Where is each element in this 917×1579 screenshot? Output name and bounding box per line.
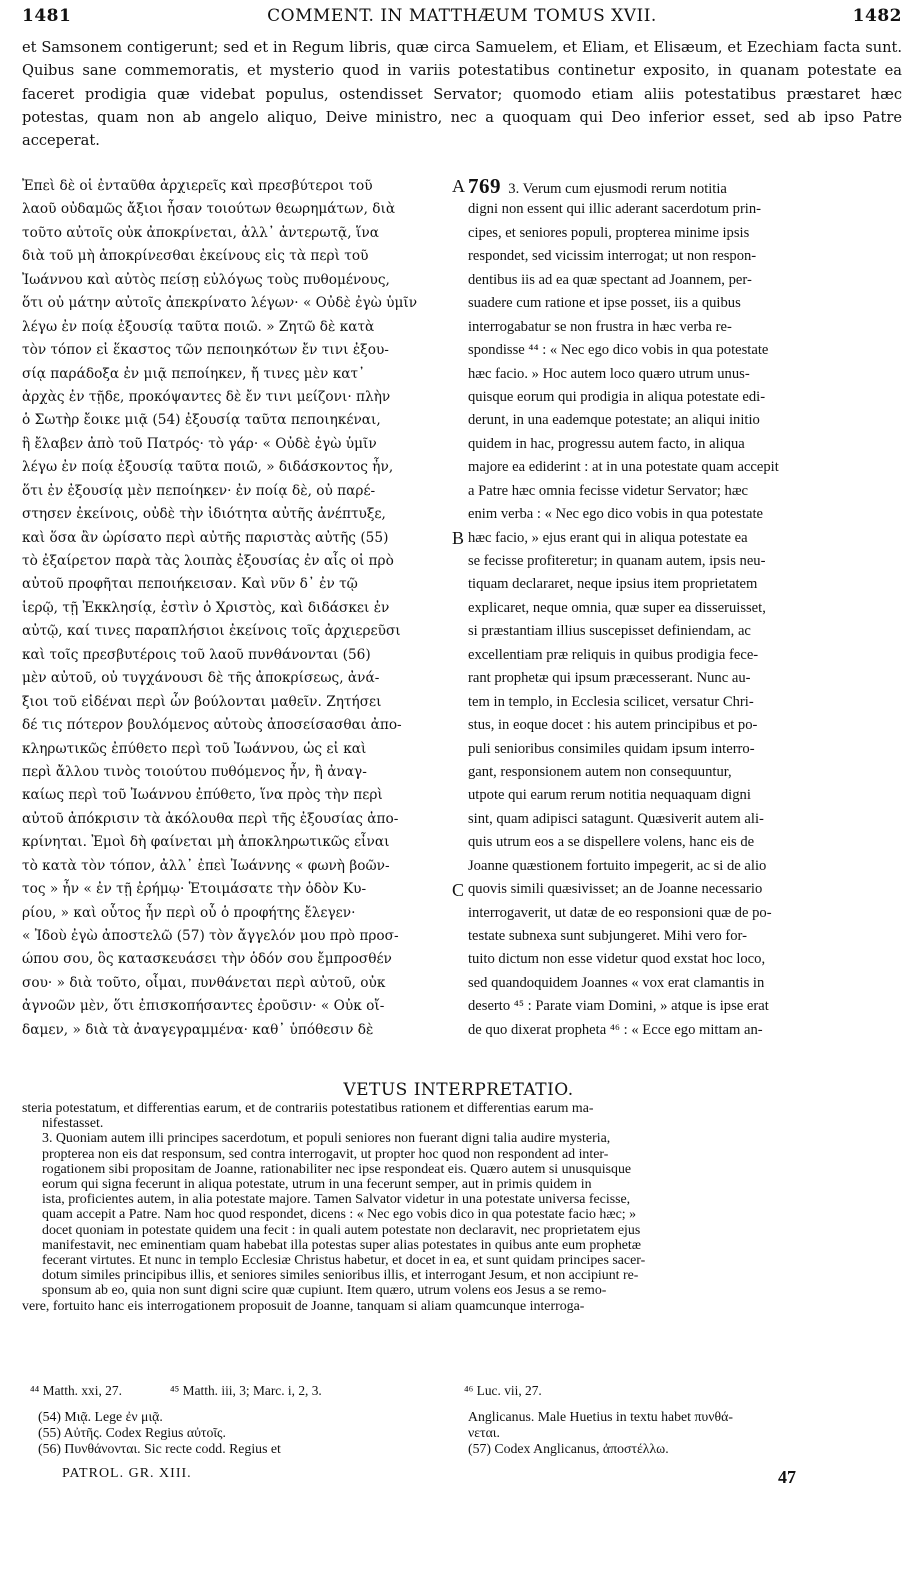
greek-line-line: κρίνηται. Ἐμοὶ δὴ φαίνεται μὴ ἀποκληρωτικῶς εἶναι xyxy=(22,834,390,851)
right-column-number: 1482 xyxy=(852,6,902,26)
latin-line-line: dentibus iis ad ea quæ spectant ad Joannem, per- xyxy=(468,271,752,288)
footnotes-right-line: (57) Codex Anglicanus, ἀποστέλλω. xyxy=(468,1441,669,1456)
greek-line-line: ξιοι τοῦ εἰδέναι περὶ ὧν βούλονται μαθεῖν. Ζητήσει xyxy=(22,693,382,710)
greek-line-line: ἣ ἔλαβεν ἀπὸ τοῦ Πατρός· τὸ γάρ· « Οὐδὲ ἐγὼ ὑμῖν xyxy=(22,435,377,452)
greek-line-line: τοῦτο αὐτοῖς οὐκ ἀποκρίνεται, ἀλλ᾽ ἀντερωτᾷ, ἵνα xyxy=(22,224,379,241)
latin-line-line: deserto ⁴⁵ : Parate viam Domini, » atque is ipse erat xyxy=(468,998,769,1015)
latin-line-line: excellentiam præ reliquis in quibus prodigia fece- xyxy=(468,646,759,663)
greek-line-line: ώπου σου, ὃς κατασκευάσει τὴν ὁδόν σου ἔμπροσθέν xyxy=(22,951,392,968)
left-column-number: 1481 xyxy=(22,6,72,26)
latin-line-line: testate subnexa sunt subjungeret. Mihi vero for- xyxy=(468,928,747,944)
greek-line-line: τὸ ἐξαίρετον παρὰ τὰς λοιπὰς ἐξουσίας ἐν αἷς οἱ πρὸ xyxy=(22,553,394,569)
greek-line-line: περὶ ἄλλου τινὸς τοιούτου πυθόμενος ἦν, ἢ ἀναγ- xyxy=(22,763,367,780)
footnotes-right-line: νεται. xyxy=(468,1425,500,1440)
latin-line xyxy=(468,175,900,198)
vetus-line-line: manifestavit, nec eminentiam quam habebat illa potestas super alias potestates in quibus ante eum prophetæ xyxy=(42,1237,642,1253)
greek-line-line: τὸ κατὰ τὸν τόπον, ἀλλ᾽ ἐπεὶ Ἰωάννης « φωνὴ βοῶν- xyxy=(22,857,390,874)
latin-line-line: utpote qui earum rerum notitia nequaquam digni xyxy=(468,787,751,804)
page-number: 47 xyxy=(778,1467,796,1487)
latin-line-line: tuito dictum non esse videtur quod exstat hoc loco, xyxy=(468,951,766,968)
latin-line-line: tem in templo, in Ecclesia scilicet, versatur Chri- xyxy=(468,693,754,710)
latin-line-line: puli senioribus consimiles quidam ipsum interro- xyxy=(468,740,755,757)
latin-line-line: hæc facio. » Hoc autem loco quæro utrum unus- xyxy=(468,365,750,382)
vetus-line-line: sponsum ab eo, quia non sunt digni scire quæ cupiunt. Item quæro, utrum volens eos Jesus a se remo- xyxy=(42,1283,607,1299)
greek-line-line: Ἰωάννου καὶ αὐτὸς πείσῃ εὐλόγως τοὺς πυθομένους, xyxy=(22,271,390,288)
latin-line-line: interrogabatur se non frustra in hæc verba re- xyxy=(468,318,732,335)
vetus-line-line: propterea non eis dat responsum, sed contra interrogavit, ut propter hoc quod non respondent ad inter- xyxy=(42,1146,609,1162)
greek-line-line: ἱερῷ, τῇ Ἐκκλησίᾳ, ἐστὶν ὁ Χριστὸς, καὶ διδάσκει ἐν xyxy=(22,599,390,616)
latin-text-column xyxy=(468,175,900,1042)
latin-line-line: respondet, sed vicissim interrogat; ut non respon- xyxy=(468,248,757,265)
greek-line-line: δέ τις πότερον βουλόμενος αὐτοὺς ἀποσείσασθαι ἀπο- xyxy=(22,717,402,734)
footnotes-right-line: Anglicanus. Male Huetius in textu habet πυνθά- xyxy=(468,1409,733,1424)
greek-line-line: αὐτοῦ προφῆται πεποιήκεισαν. Καὶ νῦν δ᾽ ἐν τῷ xyxy=(22,576,358,593)
greek-line-line: τος » ἦν « ἐν τῇ ἐρήμῳ· Ἑτοιμάσατε τὴν ὁδὸν Κυ- xyxy=(22,881,367,898)
reference-45: ⁴⁵ Matth. iii, 3; Marc. i, 2, 3. xyxy=(170,1383,322,1398)
latin-line-line: digni non essent qui illic aderant sacerdotum prin- xyxy=(468,201,762,218)
latin-first-line: 3. Verum cum ejusmodi rerum notitia xyxy=(508,181,727,197)
greek-line-line: αὐτῷ, καί τινες παραπλήσιοι ἐκείνοις τοῖς ἀρχιερεῦσι xyxy=(22,623,401,640)
latin-line-line: si præstantiam illius suscepisset definiendam, ac xyxy=(468,623,751,640)
latin-line-line: Joanne quæstionem fortuito impegerit, ac si de alio xyxy=(468,857,767,874)
greek-line-line: δαμεν, » διὰ τὰ ἀναγεγραμμένα· καθ᾽ ὑπόθεσιν δὲ xyxy=(22,1021,374,1038)
greek-line-line: καίως περὶ τοῦ Ἰωάννου ἐπύθετο, ἵνα πρὸς τὴν περὶ xyxy=(22,787,383,804)
footnotes-right xyxy=(468,1409,898,1457)
intro-paragraph: et Samsonem contigerunt; sed et in Regum libris, quæ circa Samuelem, et Eliam, et Elisæum, et Ezechiam facta sunt. Quibus sane commemoratis, et mysterio quod in variis potestatibus continetur exposito, in quanam potestate ea faceret prodigia quæ videbat populus, ostendisset Servator; quomodo etiam aliis potestatibus præstaret hæc potestas, quam non ab angelo aliquo, Deive ministro, nec a quoquam qui Deo inferior esset, sed ab ipso Patre acceperat. xyxy=(22,39,902,150)
vetus-line-line: fecerant virtutes. Et nunc in templo Ecclesiæ Christus habetur, et docet in ea, et sunt quidam principes sacer- xyxy=(42,1253,646,1269)
section-marker-b: B xyxy=(452,528,465,548)
greek-line-line: ἀρχὰς ἐν τῇδε, προκόψαντες δὲ ἔν τινι μείζονι· πλὴν xyxy=(22,388,391,405)
greek-line-line: ὁ Σωτὴρ ἔοικε μιᾷ (54) ἐξουσίᾳ ταῦτα πεποιηκέναι, xyxy=(22,412,381,429)
column-number-769: 769 xyxy=(468,175,501,198)
latin-line-line: quidem in hac, progressu autem facto, in aliqua xyxy=(468,435,745,452)
latin-line-line: enim verba : « Nec ego dico vobis in qua potestate xyxy=(468,506,764,523)
greek-line-line: ρίου, » καὶ οὗτος ἦν περὶ οὗ ὁ προφήτης ἔλεγεν· xyxy=(22,904,356,921)
latin-line-line: se fecisse profiteretur; in quanam autem, ipsis neu- xyxy=(468,553,766,569)
greek-line-line: κληρωτικῶς ἐπύθετο περὶ τοῦ Ἰωάννου, ὡς εἰ καὶ xyxy=(22,740,367,757)
latin-line-line: quis utrum eos a se dispellere volens, hanc eis de xyxy=(468,834,755,851)
reference-46: ⁴⁶ Luc. vii, 27. xyxy=(464,1383,542,1398)
greek-line-line: ὅτι οὐ μάτην αὐτοῖς ἀπεκρίνατο λέγων· « Οὐδὲ ἐγὼ ὑμῖν xyxy=(22,295,418,312)
vetus-line-line: quam accepit a Patre. Nam hoc quod respondet, dicens : « Nec ego vobis dico in qua potestate facio hæc; » xyxy=(42,1207,637,1223)
vetus-line-line: 3. Quoniam autem illi principes sacerdotum, et populi seniores non fuerant digni talia audire mysteria, xyxy=(42,1131,611,1147)
latin-line-line: rant prophetæ qui ipsum præcesserant. Nunc au- xyxy=(468,670,751,687)
vetus-line-line: steria potestatum, et differentias earum, et de contrariis potestatibus rationem et differentias earum ma- xyxy=(22,1101,594,1116)
greek-line-line: « Ἰδοὺ ἐγὼ ἀποστελῶ (57) τὸν ἄγγελόν μου πρὸ προσ- xyxy=(22,928,399,944)
page-header xyxy=(22,6,902,32)
latin-line-line: cipes, et seniores populi, propterea minime ipsis xyxy=(468,224,750,241)
running-title: COMMENT. IN MATTHÆUM TOMUS XVII. xyxy=(267,6,657,26)
vetus-line-line: dotum similes principibus illis, et seniores similes senioribus illis, et interrogant Jesum, et non accipiunt re- xyxy=(42,1268,639,1284)
footnotes-left xyxy=(38,1409,458,1457)
greek-line-line: λαοῦ οὐδαμῶς ἄξιοι ἦσαν τοιούτων θεωρημάτων, διὰ xyxy=(22,201,396,218)
latin-line-line: gant, responsionem autem non consequuntur, xyxy=(468,763,732,780)
section-marker-c: C xyxy=(452,880,465,900)
vetus-line-line: docet quoniam in potestate quidem una fecit : in quali autem potestate non declaravit, nec proprietatem ejus xyxy=(42,1222,641,1238)
latin-line-line: explicaret, neque omnia, quæ super ea disseruisset, xyxy=(468,599,766,616)
greek-line-line: σίᾳ παράδοξα ἐν μιᾷ πεποίηκεν, ἤ τινες μὲν κατ᾽ xyxy=(22,365,365,382)
latin-line-line: suadere cum ratione et ipse posset, iis a quibus xyxy=(468,295,741,312)
greek-line-line: ὅτι ἐν ἐξουσίᾳ μὲν πεποίηκεν· ἐν ποίᾳ δὲ, οὐ παρέ- xyxy=(22,482,376,499)
latin-line-line: quovis simili quæsivisset; an de Joanne necessario xyxy=(468,881,763,898)
vetus-line-line: ista, proficientes autem, in alia potestate majore. Tamen Salvator videtur in una potestate universa fecisse, xyxy=(42,1192,631,1208)
footnotes-left-line: (56) Πυνθάνονται. Sic recte codd. Regius et xyxy=(38,1441,281,1456)
greek-line-line: Ἐπεὶ δὲ οἱ ἐνταῦθα ἀρχιερεῖς καὶ πρεσβύτεροι τοῦ xyxy=(22,178,373,194)
vetus-interpretatio-heading: VETUS INTERPRETATIO. xyxy=(343,1080,574,1100)
series-signature: PATROL. GR. XIII. xyxy=(62,1466,192,1481)
vetus-line-line: rogationem sibi propositam de Joanne, rationabiliter nec ipse respondeat eis. Quæro autem si unusquisque xyxy=(42,1161,632,1177)
greek-text-column xyxy=(22,175,465,1042)
latin-line-line: de quo dixerat propheta ⁴⁶ : « Ecce ego mittam an- xyxy=(468,1021,763,1038)
vetus-line-line: nifestasset. xyxy=(42,1116,104,1132)
footnotes-left-line: (54) Μιᾷ. Lege ἐν μιᾷ. xyxy=(38,1409,163,1424)
section-marker-a: A xyxy=(452,176,465,196)
latin-line-line: spondisse ⁴⁴ : « Nec ego dico vobis in qua potestate xyxy=(468,342,769,359)
greek-line-line: λέγω ἐν ποίᾳ ἐξουσίᾳ ταῦτα ποιῶ, » διδάσκοντος ἦν, xyxy=(22,459,394,476)
greek-line-line: λέγω ἐν ποίᾳ ἐξουσίᾳ ταῦτα ποιῶ. » Ζητῶ δὲ κατὰ xyxy=(22,318,375,335)
greek-line-line: ἀγνοῶν μὲν, ὅτι ἐπισκοπήσαντες ἐροῦσιν· « Οὐκ οἴ- xyxy=(22,998,385,1015)
latin-line-line: sed quandoquidem Joannes « vox erat clamantis in xyxy=(468,974,765,991)
vetus-interpretatio-text xyxy=(22,1101,902,1314)
reference-44: ⁴⁴ Matth. xxi, 27. xyxy=(30,1383,122,1398)
latin-line-line: majore ea ediderint : at in una potestate quam accepit xyxy=(468,459,779,476)
greek-line-line: τὸν τόπον εἰ ἕκαστος τῶν πεποιηκότων ἔν τινι ἐξου- xyxy=(22,342,389,359)
vetus-line-line: vere, fortuito hanc eis interrogationem proposuit de Joanne, tanquam si aliam quamcunque interroga- xyxy=(22,1298,585,1314)
greek-line-line: καὶ τοῖς πρεσβυτέροις τοῦ λαοῦ πυνθάνονται (56) xyxy=(22,646,371,663)
latin-line-line: quisque eorum qui prodigia in aliqua potestate edi- xyxy=(468,388,766,405)
greek-line-line: διὰ τοῦ μὴ ἀποκρίνεσθαι ἐκείνους εἰς τὰ περὶ τοῦ xyxy=(22,248,369,265)
latin-line-line: interrogaverit, ut datæ de eo responsioni quæ de po- xyxy=(468,904,772,921)
greek-line-line: αὐτοῦ ἀπόκρισιν τὰ ἀκόλουθα περὶ τῆς ἐξουσίας ἀπο- xyxy=(22,810,399,827)
vetus-line-line: eorum qui signa fecerunt in aliqua potestate, utrum in una fecerunt semper, aut in primis quidem in xyxy=(42,1177,592,1193)
latin-line-line: sint, quam adipisci satagunt. Quæsiverit autem ali- xyxy=(468,810,764,827)
latin-line-line: derunt, in una eademque potestate; an aliqui initio xyxy=(468,412,760,429)
latin-line-line: tiquam declararet, neque ipsius item proprietatem xyxy=(468,576,758,593)
latin-line-line: stus, in eoque docet : his autem principibus et po- xyxy=(468,717,758,734)
greek-line-line: στησεν ἐκείνοις, οὐδὲ τὴν ἰδιότητα αὐτῆς ἀνέπτυξε, xyxy=(22,506,386,523)
greek-line-line: καὶ ὅσα ἂν ὡρίσατο περὶ αὐτῆς παριστὰς αὐτῆς (55) xyxy=(22,529,389,546)
greek-line-line: μὲν αὐτοῦ, οὐ τυγχάνουσι δὲ τῆς ἀποκρίσεως, ἀνά- xyxy=(22,670,380,687)
footnotes-left-line: (55) Αὐτῆς. Codex Regius αὐτοῖς. xyxy=(38,1425,226,1440)
latin-line-line: hæc facio, » ejus erant qui in aliqua potestate ea xyxy=(468,529,748,546)
greek-line-line: σου· » διὰ τοῦτο, οἶμαι, πυνθάνεται περὶ αὐτοῦ, οὐκ xyxy=(22,974,386,991)
latin-line-line: a Patre hæc omnia fecisse videtur Servator; hæc xyxy=(468,482,749,499)
